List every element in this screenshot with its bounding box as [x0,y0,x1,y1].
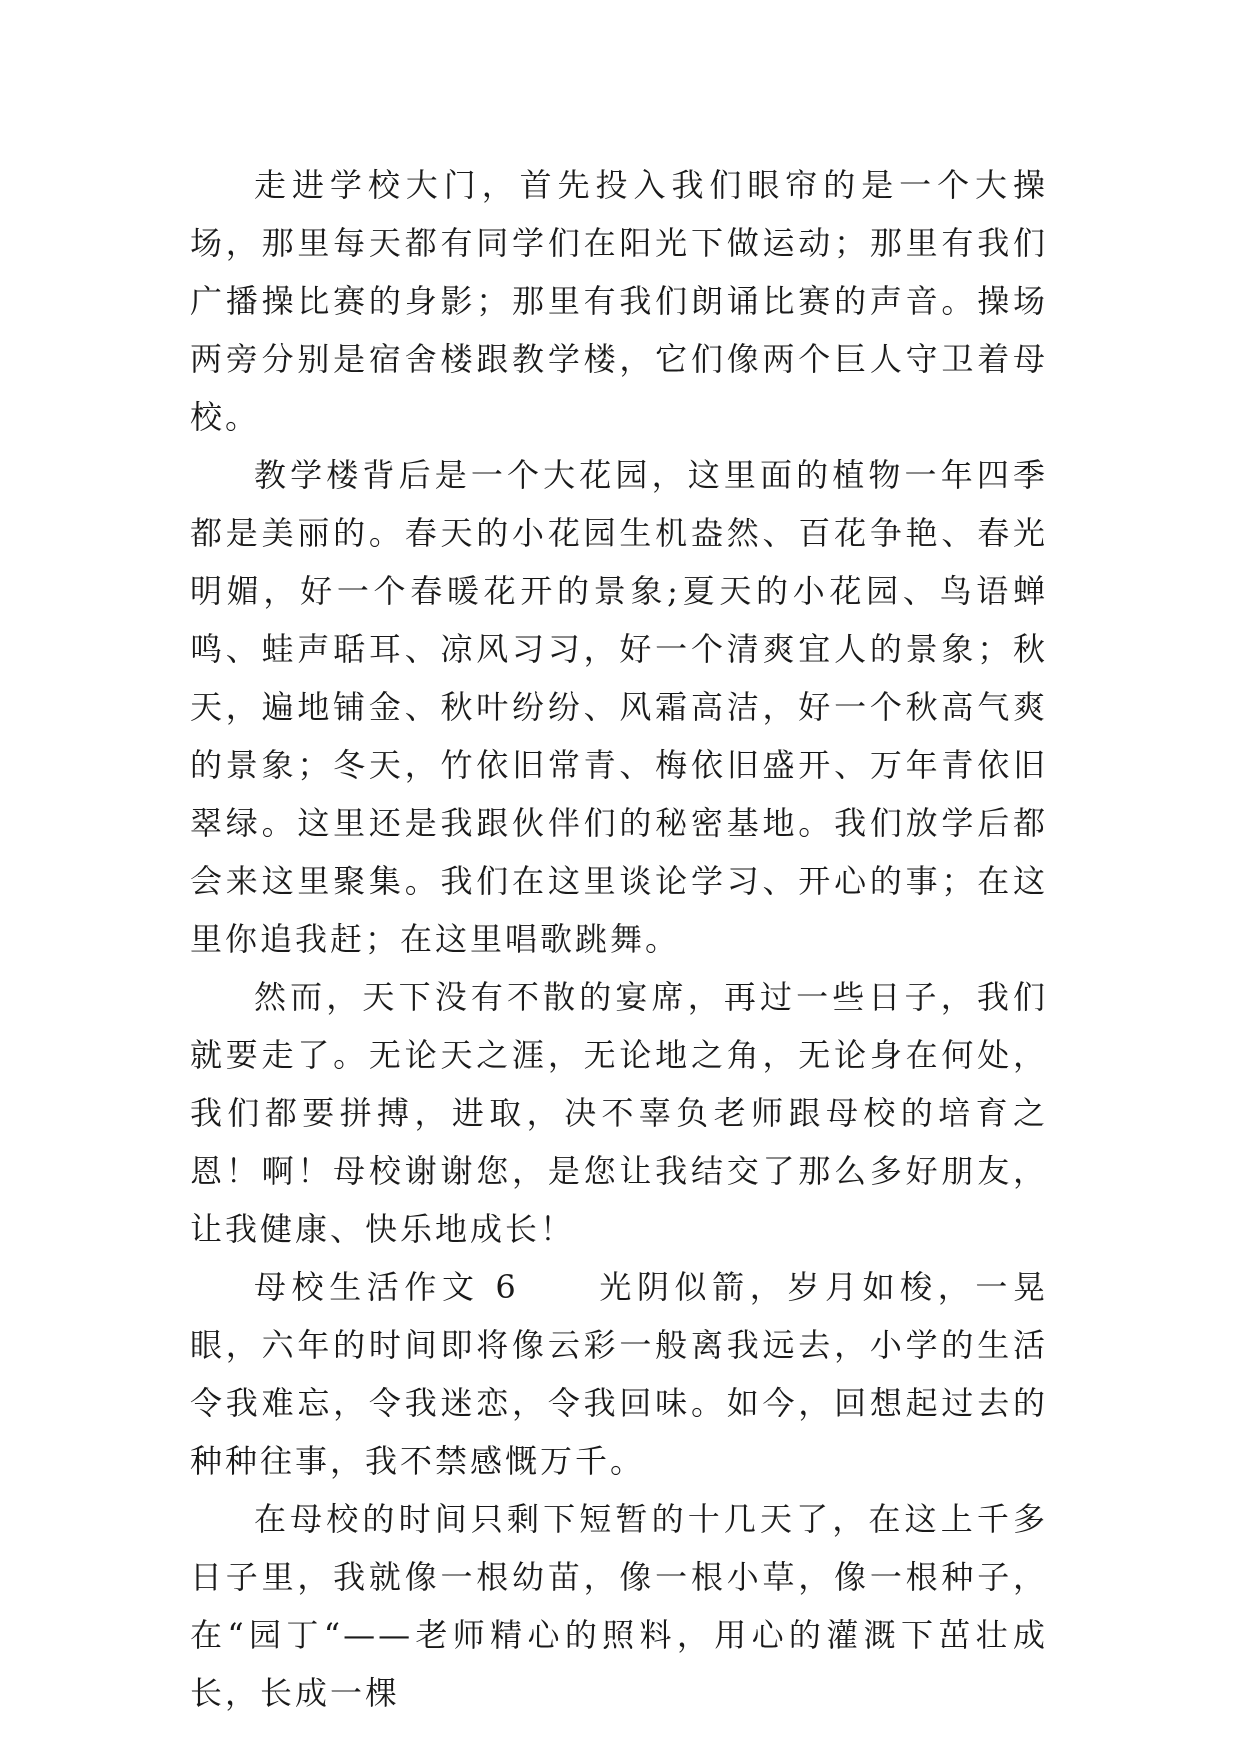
section-first-paragraph: 光阴似箭，岁月如梭，一晃眼，六年的时间即将像云彩一般离我远去，小学的生活令我难忘，令我迷恋，令我回味。如今，回想起过去的种种往事，我不禁感慨万千。 [190,1268,1048,1480]
paragraph-section-start [190,1258,1048,1490]
paragraph-garden: 教学楼背后是一个大花园，这里面的植物一年四季都是美丽的。春天的小花园生机盎然、百花争艳、春光明媚，好一个春暖花开的景象;夏天的小花园、鸟语蝉鸣、蛙声聒耳、凉风习习，好一个清爽宜人的景象；秋天，遍地铺金、秋叶纷纷、风霜高洁，好一个秋高气爽的景象；冬天，竹依旧常青、梅依旧盛开、万年青依旧翠绿。这里还是我跟伙伴们的秘密基地。我们放学后都会来这里聚集。我们在这里谈论学习、开心的事；在这里你追我赶；在这里唱歌跳舞。 [190,456,1048,958]
section-title: 母校生活作文 6 [254,1268,519,1306]
paragraph-growth: 在母校的时间只剩下短暂的十几天了，在这上千多日子里，我就像一根幼苗，像一根小草，像一根种子，在“园丁“——老师精心的照料，用心的灌溉下茁壮成长，长成一棵 [190,1500,1048,1712]
paragraph-farewell: 然而，天下没有不散的宴席，再过一些日子，我们就要走了。无论天之涯，无论地之角，无论身在何处，我们都要拼搏，进取，决不辜负老师跟母校的培育之恩！啊！母校谢谢您，是您让我结交了那么多好朋友，让我健康、快乐地成长！ [190,978,1048,1248]
document-body [190,156,1048,1722]
paragraph-playground: 走进学校大门，首先投入我们眼帘的是一个大操场，那里每天都有同学们在阳光下做运动；那里有我们广播操比赛的身影；那里有我们朗诵比赛的声音。操场两旁分别是宿舍楼跟教学楼，它们像两个巨人守卫着母校。 [190,166,1048,436]
